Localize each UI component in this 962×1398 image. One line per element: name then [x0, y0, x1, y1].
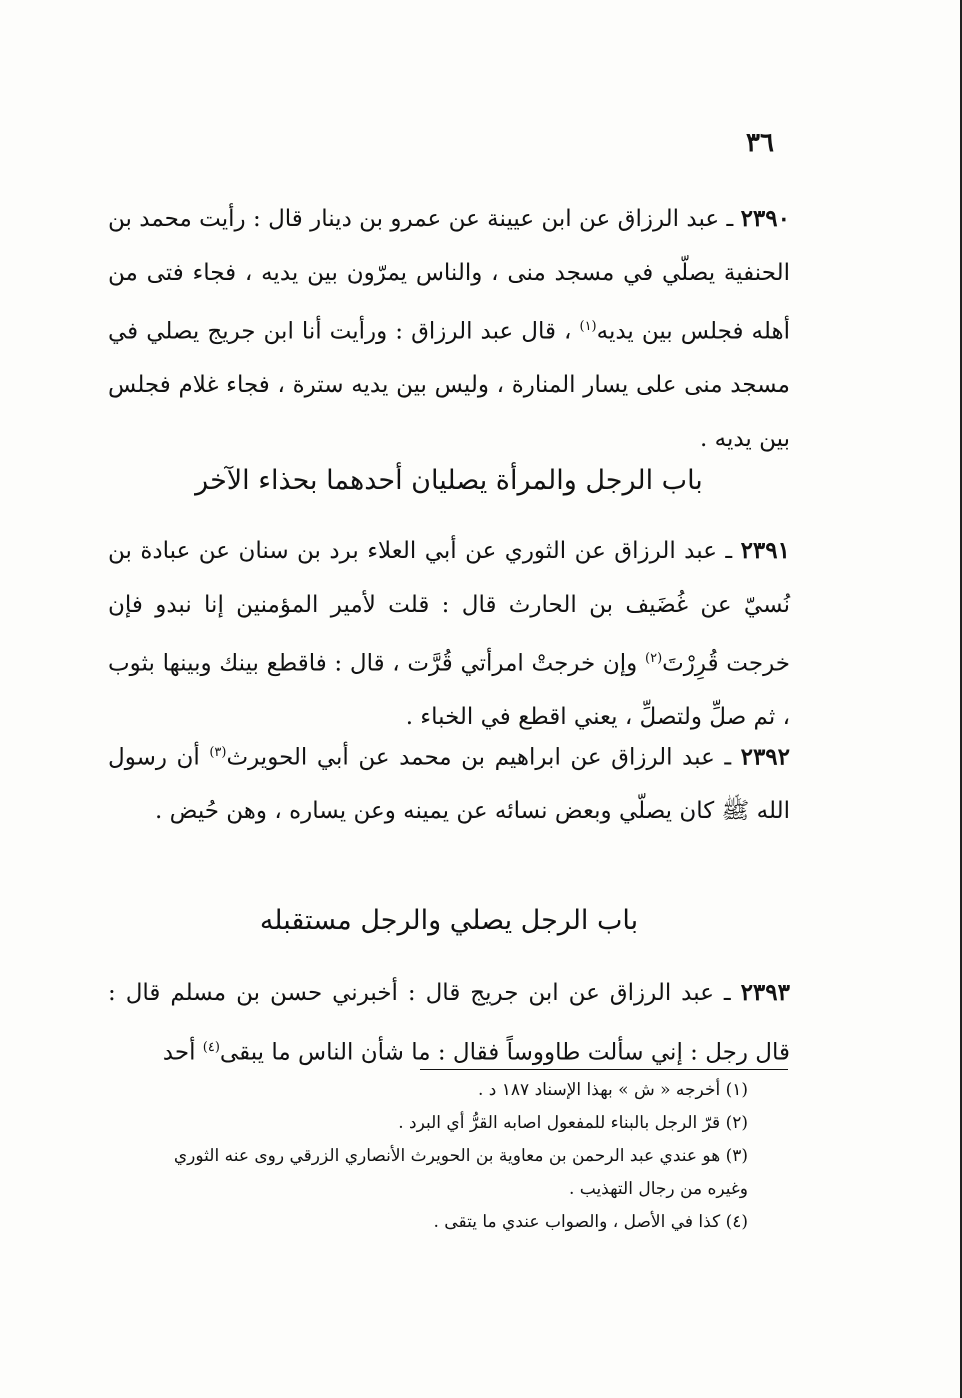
footnote-2: (٢) قرّ الرجل بالبناء للمفعول اصابه القرُّ أي البرد .	[398, 1113, 748, 1133]
footnote-marker: (٢)	[645, 651, 663, 666]
footnote-3: (٣) هو عندي عبد الرحمن بن معاوية بن الحويرث الأنصاري الزرقي روى عنه الثوري	[173, 1146, 748, 1166]
hadith-text-continued: وإن خرجتْ امرأتي قُرَّت ، قال : فاقطع بينك وبينها بثوب ، ثم صلِّ ولتصلِّ ، يعني اقطع في الخباء .	[108, 650, 790, 731]
hadith-2391	[108, 524, 790, 745]
hadith-number: ٢٣٩٢	[740, 743, 791, 771]
hadith-text: ـ عبد الرزاق عن الثوري عن أبي العلاء برد بن سنان عن عبادة بن نُسيّ عن غُضَيف بن الحارث قال : قلت لأمير المؤمنين إنا نبدو فإن خرجت قُرِرْتَ	[108, 538, 790, 677]
hadith-text: ـ عبد الرزاق عن ابراهيم بن محمد عن أبي الحويرث	[226, 744, 741, 771]
hadith-number: ٢٣٩١	[740, 537, 790, 564]
footnote-3-continued: وغيره من رجال التهذيب .	[568, 1179, 748, 1199]
hadith-number: ٢٣٩٠	[740, 205, 790, 232]
hadith-text-continued: أن رسول الله ﷺ كان يصلّي وبعض نسائه عن يمينه وعن يساره ، وهن حُيض .	[108, 744, 790, 825]
hadith-text: ـ عبد الرزاق عن ابن عيينة عن عمرو بن دينار قال : رأيت محمد بن الحنفية يصلّي في مسجد منى ، والناس يمرّون بين يديه ، فجاء فتى من أهله فجلس بين يديه	[108, 206, 791, 345]
footnote-4: (٤) كذا في الأصل ، والصواب عندي ما يتقى .	[433, 1212, 748, 1232]
chapter-heading: باب الرجل يصلي والرجل مستقبله	[259, 905, 639, 936]
footnote-1: (١) أخرجه « ش » بهذا الإسناد ١٨٧ د .	[478, 1080, 748, 1100]
footnote-divider	[420, 1069, 788, 1070]
page-number: ٣٦	[746, 128, 774, 158]
hadith-text: ـ عبد الرزاق عن ابن جريج قال : أخبرني حسن بن مسلم قال : قال رجل : إني سألت طاووساً فقال : ما شأن الناس ما يبقى	[108, 980, 790, 1066]
chapter-heading: باب الرجل والمرأة يصليان أحدهما بحذاء الآخر	[195, 465, 703, 496]
hadith-text-continued: ، قال عبد الرزاق : ورأيت أنا ابن جريج يصلي في مسجد منى على يسار المنارة ، وليس بين يديه سترة ، فجاء غلام فجلس بين يديه .	[108, 318, 790, 452]
hadith-2392	[108, 726, 790, 839]
hadith-number: ٢٣٩٣	[740, 979, 790, 1006]
footnotes	[108, 1074, 748, 1239]
footnote-marker: (١)	[579, 319, 597, 334]
footnote-marker: (٤)	[202, 1039, 220, 1055]
hadith-2393	[108, 966, 790, 1080]
footnote-marker: (٣)	[209, 745, 227, 760]
hadith-2390	[108, 192, 790, 466]
hadith-text-continued: أحد	[162, 1039, 203, 1066]
